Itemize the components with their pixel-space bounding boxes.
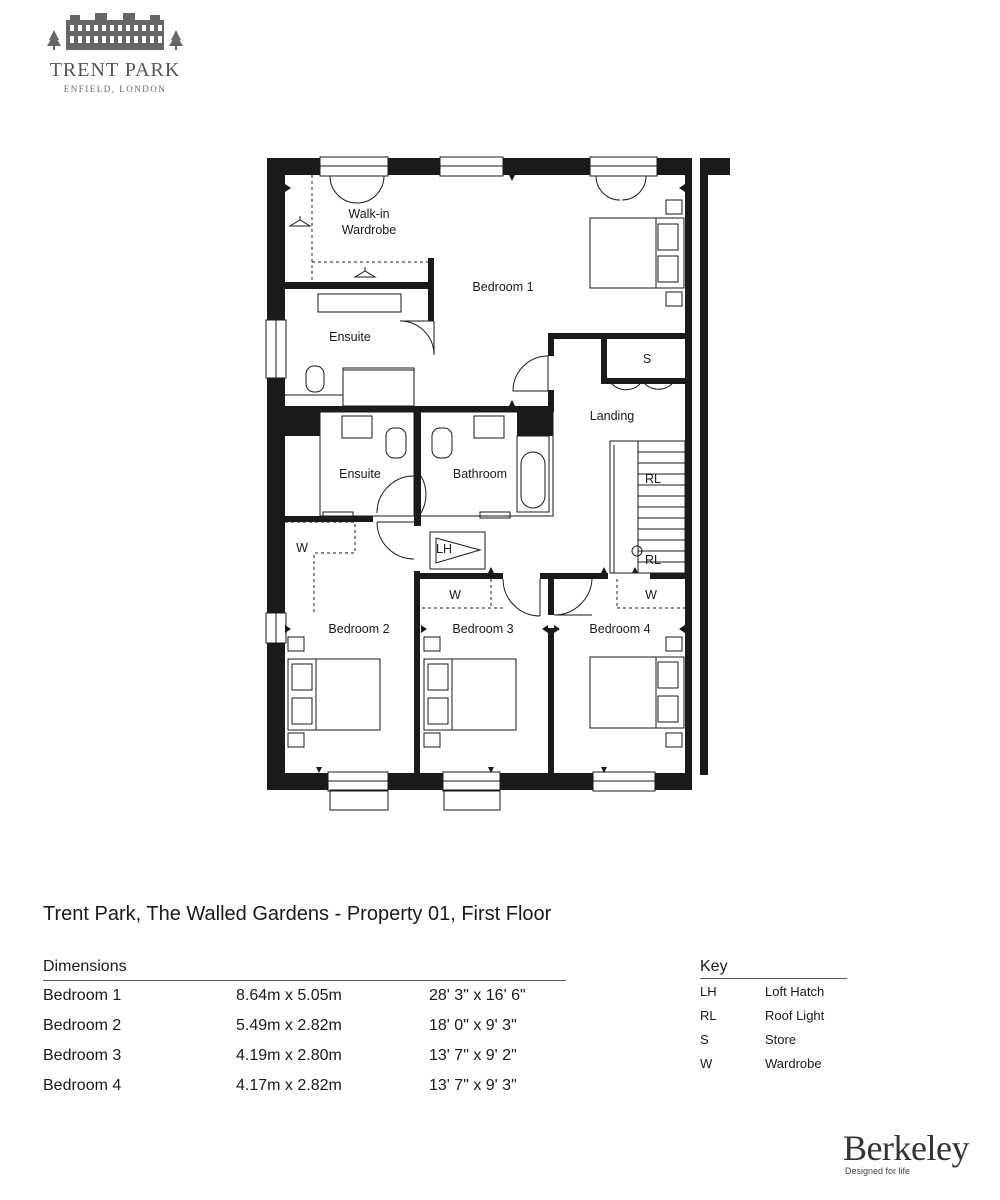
dimension-metric: 4.17m x 2.82m bbox=[236, 1077, 342, 1094]
room-label-w-bed4 bbox=[645, 588, 657, 602]
room-label-line: Bathroom bbox=[452, 467, 508, 481]
dimension-room: Bedroom 3 bbox=[43, 1047, 122, 1064]
dimension-row bbox=[43, 981, 566, 1011]
room-label-line: Ensuite bbox=[329, 330, 371, 344]
key-item bbox=[700, 1003, 847, 1027]
room-label-line: S bbox=[642, 352, 652, 366]
key-code: S bbox=[700, 1031, 709, 1047]
room-label-rl2 bbox=[645, 553, 661, 567]
room-label-line: LH bbox=[436, 542, 452, 556]
key-label: Roof Light bbox=[765, 1007, 825, 1023]
key-label: Store bbox=[765, 1031, 797, 1047]
room-label-rl1 bbox=[645, 472, 661, 486]
room-label-line: RL bbox=[645, 553, 661, 567]
room-label-landing bbox=[590, 409, 635, 423]
room-label-line: Ensuite bbox=[339, 467, 381, 481]
room-label-line: W bbox=[645, 588, 657, 602]
dimension-metric: 4.19m x 2.80m bbox=[236, 1047, 342, 1064]
dimension-room: Bedroom 4 bbox=[43, 1077, 122, 1094]
dimension-room: Bedroom 1 bbox=[43, 987, 122, 1004]
dimension-imperial: 13' 7" x 9' 3" bbox=[429, 1077, 517, 1094]
dimension-imperial: 18' 0" x 9' 3" bbox=[429, 1017, 517, 1034]
dimension-imperial: 28' 3" x 16' 6" bbox=[429, 987, 526, 1004]
dimension-metric: 8.64m x 5.05m bbox=[236, 987, 342, 1004]
room-label-bed1 bbox=[472, 280, 533, 294]
dimension-row bbox=[43, 1011, 566, 1041]
room-label-line: RL bbox=[645, 472, 661, 486]
room-label-store bbox=[643, 352, 651, 366]
dimension-row bbox=[43, 1071, 566, 1101]
key-code: RL bbox=[700, 1007, 717, 1023]
room-label-w-bed3 bbox=[449, 588, 461, 602]
key-item bbox=[700, 1051, 847, 1075]
room-label-line: Landing bbox=[589, 409, 635, 423]
key-code: W bbox=[700, 1055, 713, 1071]
dimensions-table bbox=[43, 958, 566, 1101]
logo-location: ENFIELD, LONDON bbox=[63, 84, 167, 94]
room-label-ensuite1 bbox=[329, 330, 371, 344]
berkeley-logo bbox=[843, 1128, 969, 1176]
room-label-bathroom bbox=[453, 467, 507, 481]
room-label-bed2 bbox=[328, 622, 389, 636]
room-label-bed4 bbox=[589, 622, 650, 636]
room-label-lh bbox=[436, 542, 452, 556]
dimensions-heading: Dimensions bbox=[43, 958, 566, 981]
room-label-line: Bedroom 1 bbox=[472, 280, 534, 294]
brand-name: Berkeley bbox=[843, 1128, 969, 1168]
key-label: Loft Hatch bbox=[765, 983, 825, 999]
key-heading: Key bbox=[700, 958, 847, 979]
key-legend bbox=[700, 958, 847, 1075]
logo-name: TRENT PARK bbox=[49, 59, 181, 81]
room-label-bed3 bbox=[452, 622, 513, 636]
brand-tagline: Designed for life bbox=[845, 1166, 911, 1176]
dimension-room: Bedroom 2 bbox=[43, 1017, 122, 1034]
key-item bbox=[700, 979, 847, 1003]
key-item bbox=[700, 1027, 847, 1051]
room-label-line: W bbox=[449, 588, 461, 602]
room-label-line: Bedroom 3 bbox=[452, 622, 514, 636]
room-label-line: W bbox=[296, 541, 308, 555]
room-label-line: Bedroom 2 bbox=[328, 622, 390, 636]
room-label-line: Wardrobe bbox=[341, 223, 397, 237]
dimension-imperial: 13' 7" x 9' 2" bbox=[429, 1047, 517, 1064]
room-label-ensuite2 bbox=[339, 467, 381, 481]
key-code: LH bbox=[700, 983, 717, 999]
room-label-line: Bedroom 4 bbox=[589, 622, 651, 636]
room-label-line: Walk-in bbox=[348, 207, 390, 221]
key-label: Wardrobe bbox=[765, 1055, 822, 1071]
page-title: Trent Park, The Walled Gardens - Property 01, First Floor bbox=[43, 903, 552, 925]
room-label-walkin bbox=[342, 207, 396, 237]
room-label-w-bed2 bbox=[296, 541, 308, 555]
dimension-row bbox=[43, 1041, 566, 1071]
dimension-metric: 5.49m x 2.82m bbox=[236, 1017, 342, 1034]
